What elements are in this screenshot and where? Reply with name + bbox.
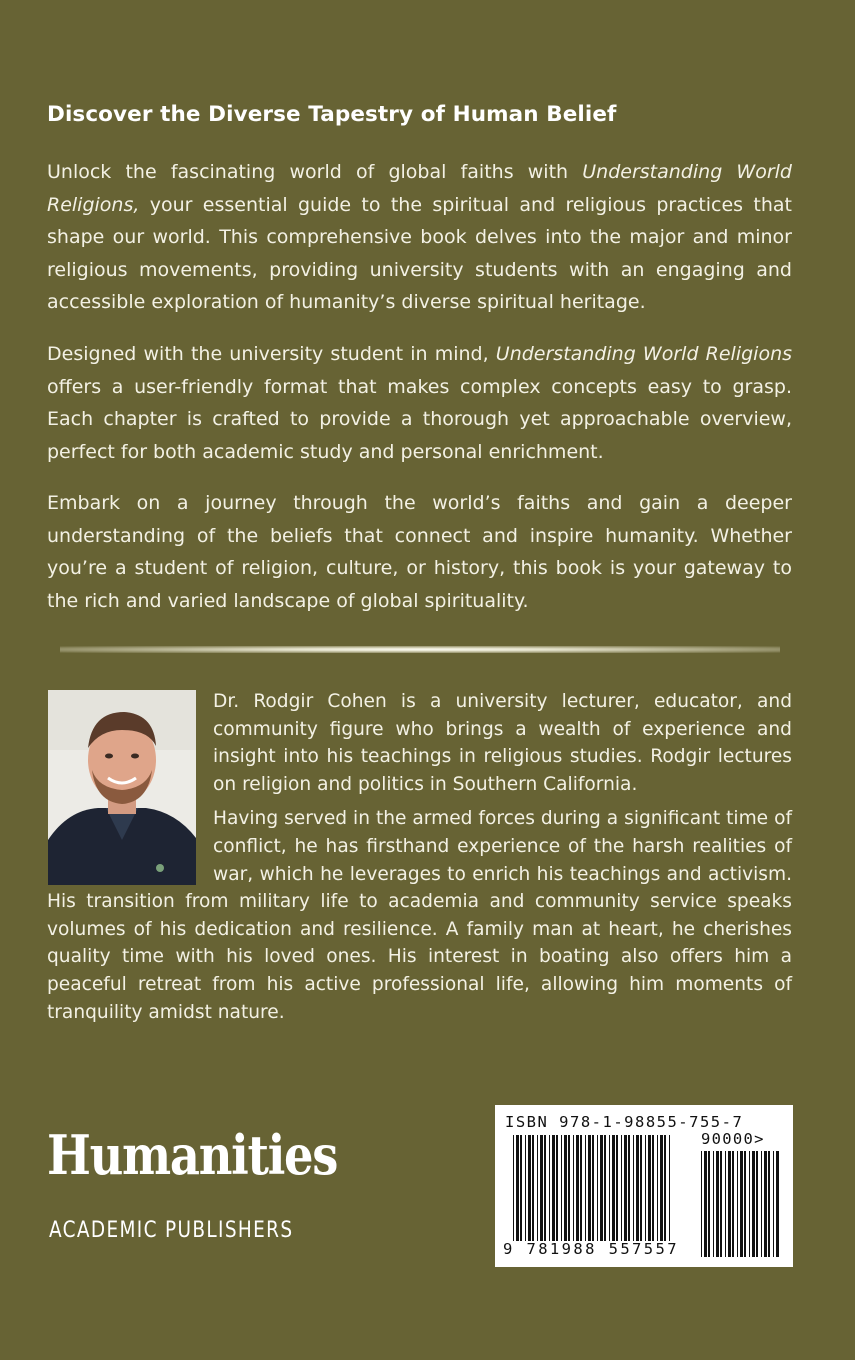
barcode-bar xyxy=(728,1151,731,1257)
barcode-bar xyxy=(704,1151,707,1257)
barcode-bar xyxy=(761,1151,762,1257)
book-title-mention: Understanding World Religions xyxy=(495,343,793,365)
barcode-bar xyxy=(713,1151,714,1257)
barcode-bar xyxy=(657,1135,658,1241)
barcode-bar xyxy=(773,1151,774,1257)
publisher-logo-tagline: ACADEMIC PUBLISHERS xyxy=(49,1218,294,1243)
barcode-bar xyxy=(752,1151,755,1257)
barcode-bar xyxy=(549,1135,550,1241)
barcode-digits: 9 781988 557557 xyxy=(503,1240,679,1258)
barcode-bar xyxy=(640,1135,642,1241)
barcode-bar xyxy=(612,1135,615,1241)
author-bio xyxy=(47,688,792,1026)
barcode-bar xyxy=(664,1135,666,1241)
barcode-bar xyxy=(580,1135,582,1241)
author-bio-paragraph-1: Dr. Rodgir Cohen is a university lecturer, educator, and community figure who brings a wealth of experience and insight into his teachings in religious studies. Rodgir lectures on religion and politics in Southern California. xyxy=(213,691,792,795)
blurb-paragraph-1 xyxy=(47,156,792,319)
barcode-bar xyxy=(592,1135,594,1241)
barcode-bar xyxy=(744,1151,746,1257)
barcode-bar xyxy=(701,1151,702,1257)
barcode-bar xyxy=(568,1135,570,1241)
blurb-paragraph-2-intro: Designed with the university student in mind, xyxy=(47,343,496,365)
barcode-bar xyxy=(516,1135,519,1241)
blurb-paragraph-3: Embark on a journey through the world’s faiths and gain a deeper understanding of the beliefs that connect and inspire humanity. Whether you’re a student of religion, culture, or history, this book is your gateway to the rich and varied landscape of global spirituality. xyxy=(47,492,792,612)
barcode-bar xyxy=(669,1135,670,1241)
barcode-bar xyxy=(628,1135,630,1241)
barcode-bar xyxy=(633,1135,634,1241)
barcode-bar xyxy=(525,1135,526,1241)
barcode-bar xyxy=(564,1135,567,1241)
blurb-paragraph-1-intro: Unlock the fascinating world of global faiths with xyxy=(47,161,583,183)
barcode-bar xyxy=(764,1151,767,1257)
barcode-bar xyxy=(573,1135,574,1241)
barcode-bar xyxy=(597,1135,598,1241)
barcode-bar xyxy=(544,1135,546,1241)
barcode-bar xyxy=(648,1135,651,1241)
barcode-bar xyxy=(537,1135,538,1241)
blurb-paragraph-1-body: your essential guide to the spiritual and religious practices that shape our world. This comprehensive book delves into the major and minor religious movements, providing university students with an engaging and accessible exploration of humanity’s diverse spiritual heritage. xyxy=(47,193,792,313)
blurb-paragraph-2 xyxy=(47,338,792,468)
barcode-bar xyxy=(588,1135,591,1241)
barcode-bar xyxy=(585,1135,586,1241)
book-title-mention: Understanding World Religions, xyxy=(47,161,792,216)
barcode-bar xyxy=(749,1151,750,1257)
barcode-bar xyxy=(708,1151,710,1257)
price-code: 90000> xyxy=(701,1130,765,1148)
back-cover-heading: Discover the Diverse Tapestry of Human Belief xyxy=(47,102,617,127)
barcode-bar xyxy=(540,1135,543,1241)
barcode-bar xyxy=(645,1135,646,1241)
barcode-bar xyxy=(600,1135,603,1241)
isbn-label: ISBN 978-1-98855-755-7 xyxy=(505,1113,744,1131)
barcode-bar xyxy=(660,1135,663,1241)
barcode-bar xyxy=(520,1135,522,1241)
barcode-bar xyxy=(768,1151,770,1257)
barcode-bar xyxy=(737,1151,738,1257)
barcode-bar xyxy=(556,1135,558,1241)
barcode-bar xyxy=(528,1135,531,1241)
barcode-bar xyxy=(621,1135,622,1241)
isbn-barcode xyxy=(495,1105,793,1267)
barcode-bar xyxy=(740,1151,743,1257)
barcode-bar xyxy=(513,1135,514,1241)
barcode-bar xyxy=(624,1135,627,1241)
barcode-bar xyxy=(756,1151,758,1257)
barcode-bar xyxy=(561,1135,562,1241)
barcode-bar xyxy=(576,1135,579,1241)
barcode-bar xyxy=(652,1135,654,1241)
barcode-bar xyxy=(604,1135,606,1241)
barcode-bar xyxy=(532,1135,534,1241)
barcode-bar xyxy=(776,1151,779,1257)
barcode-bar xyxy=(552,1135,555,1241)
barcode-bar xyxy=(732,1151,734,1257)
author-bio-paragraph-2: Having served in the armed forces during a significant time of conflict, he has firsthand experience of the harsh realities of war, which he leverages to enrich his teachings and activism. His transition from military life to academia and community service speaks volumes of his dedication and resilience. A family man at heart, he cherishes quality time with his loved ones. His interest in boating also offers him a peaceful retreat from his active professional life, allowing him moments of tranquility amidst nature. xyxy=(47,808,792,1023)
barcode-bar xyxy=(716,1151,719,1257)
barcode-bar xyxy=(609,1135,610,1241)
barcode-bar xyxy=(636,1135,639,1241)
barcode-bar xyxy=(720,1151,722,1257)
barcode-bar xyxy=(616,1135,618,1241)
publisher-logo-name: Humanities xyxy=(47,1123,338,1187)
blurb-paragraph-2-body: offers a user-friendly format that makes complex concepts easy to grasp. Each chapter is crafted to provide a thorough yet approachable overview, perfect for both academic study and personal enrichment. xyxy=(47,375,792,463)
barcode-bar xyxy=(725,1151,726,1257)
section-divider xyxy=(60,646,780,653)
